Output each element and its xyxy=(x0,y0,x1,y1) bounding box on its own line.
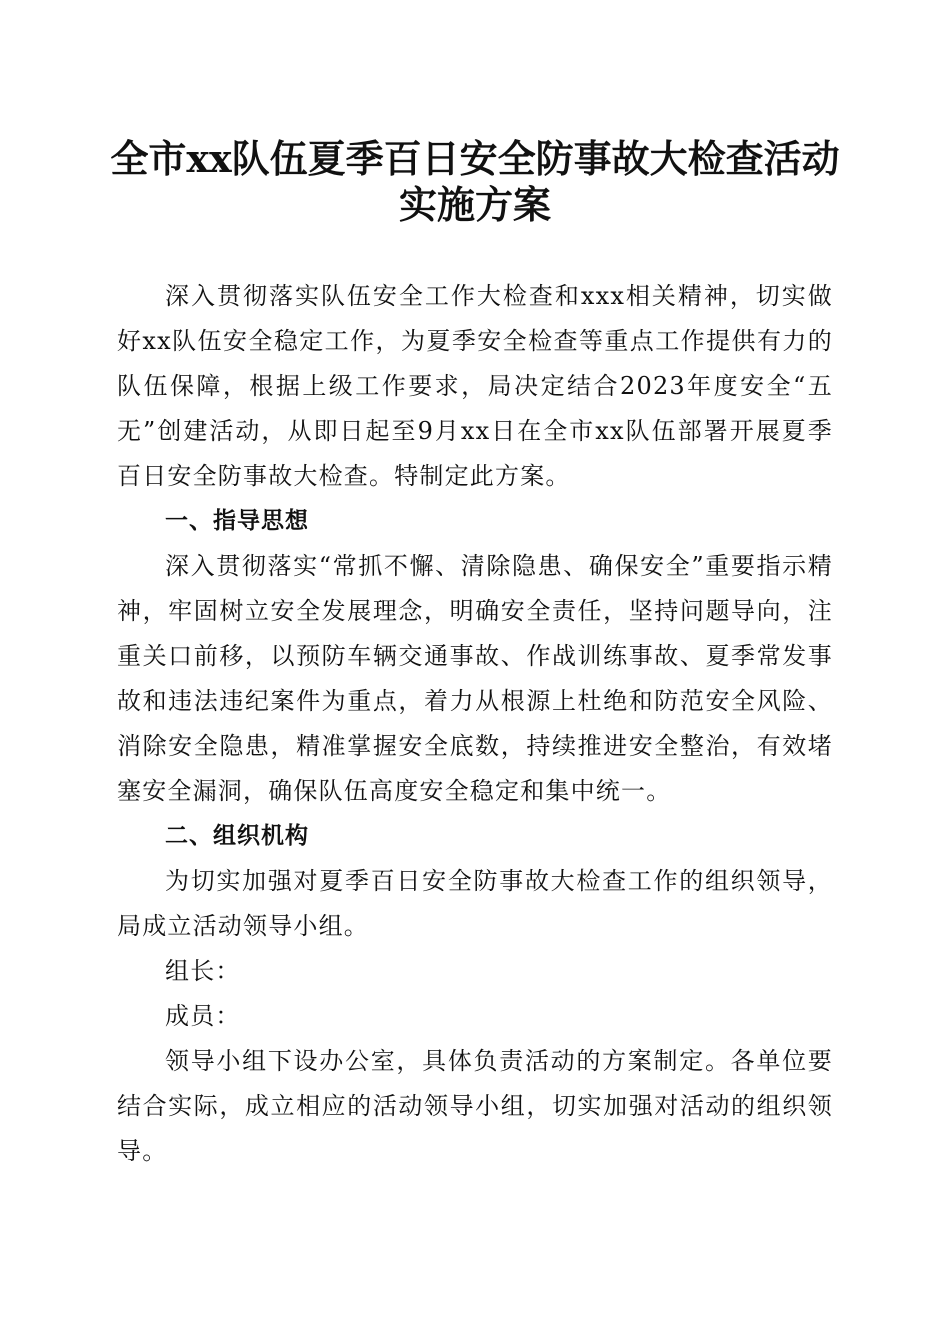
leader-label: 组长： xyxy=(165,957,241,985)
section-heading-organization: 二、组织机构 xyxy=(165,823,309,849)
intro-paragraph: 深入贯彻落实队伍安全工作大检查和xxx相关精神，切实做好xx队伍安全稳定工作，为夏季安全检查等重点工作提供有力的队伍保障，根据上级工作要求，局决定结合2023年度安全“五无”创建活动，从即日起至9月xx日在全市xx队伍部署开展夏季百日安全防事故大检查。特制定此方案。 xyxy=(117,282,833,490)
document-body xyxy=(117,274,833,1174)
section-body-organization: 为切实加强对夏季百日安全防事故大检查工作的组织领导，局成立活动领导小组。 xyxy=(117,867,833,940)
office-paragraph: 领导小组下设办公室，具体负责活动的方案制定。各单位要结合实际，成立相应的活动领导小组，切实加强对活动的组织领导。 xyxy=(117,1047,833,1165)
member-label: 成员： xyxy=(165,1002,241,1030)
document-title-line2: 实施方案 xyxy=(398,182,551,227)
section-heading-guiding-thought: 一、指导思想 xyxy=(165,508,309,534)
document-title-line1: 全市xx队伍夏季百日安全防事故大检查活动 xyxy=(110,136,840,181)
section-body-guiding-thought: 深入贯彻落实“常抓不懈、清除隐患、确保安全”重要指示精神，牢固树立安全发展理念，明确安全责任，坚持问题导向，注重关口前移，以预防车辆交通事故、作战训练事故、夏季常发事故和违法违纪案件为重点，着力从根源上杜绝和防范安全风险、消除安全隐患，精准掌握安全底数，持续推进安全整治，有效堵塞安全漏洞，确保队伍高度安全稳定和集中统一。 xyxy=(117,552,833,805)
